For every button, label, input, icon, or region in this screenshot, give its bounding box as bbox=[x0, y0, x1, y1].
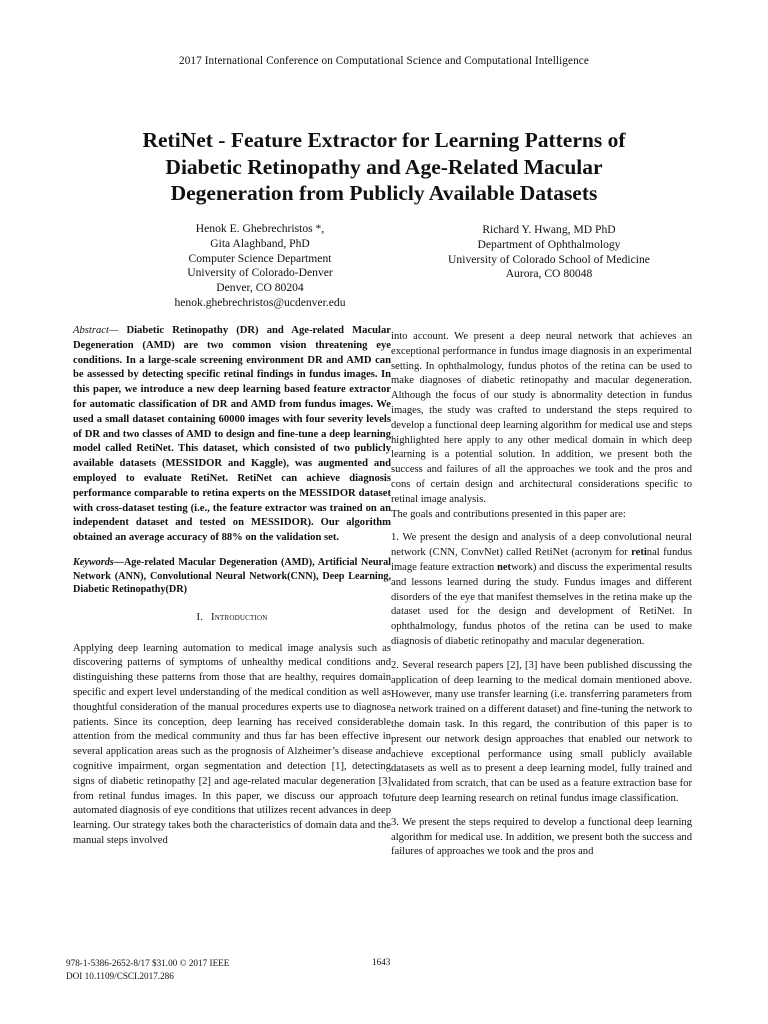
footer-doi: DOI 10.1109/CSCI.2017.286 bbox=[66, 971, 174, 981]
section-title: Introduction bbox=[211, 611, 268, 623]
keywords-lead: Keywords bbox=[73, 556, 114, 568]
contribution-1-bold-net: net bbox=[496, 561, 512, 573]
paper-title bbox=[60, 127, 708, 207]
author-department-2: Department of Ophthalmology bbox=[477, 237, 621, 251]
right-column bbox=[391, 330, 692, 860]
section-number: I. bbox=[196, 611, 204, 623]
contribution-2: 2. Several research papers [2], [3] have been published discussing the application of deep learning to the medical domain mentioned above. However, many use transfer learning (i.e. transferring parameters from a network trained on a different dataset) and fine-tuning the network to the domain task. In this regard, the contribution of this paper is to present our network design approaches that enabled our network to achieve exceptional performance using small publicly available datasets as well as to present a deep learning model, fully trained and validated from scratch, that can be used as a feature extraction base for future deep learning research on retinal fundus image classification. bbox=[391, 659, 692, 804]
right-paragraph-1: into account. We present a deep neural network that achieves an exceptional performance in fundus image diagnosis in an experimental setting. In ophthalmology, fundus photos of the retina can be used to make diagnoses of diabetic retinopathy and macular degeneration. Although the focus of our study is abnormality detection in fundus images, the study was crafted to understand the steps required to develop a functional deep learning algorithm for medical use and steps highlighted here apply to any other medical domain in which deep learning is a potential solution. In addition, we present both the success and failures of all the approaches we took and the pros and cons of certain design and architectural considerations specific to retinal image analysis. bbox=[391, 331, 692, 505]
abstract bbox=[73, 324, 391, 546]
author-location-2: Aurora, CO 80048 bbox=[505, 267, 593, 281]
author-name-2: Gita Alaghband, PhD bbox=[210, 236, 310, 250]
contribution-1-pre: 1. We present the design and analysis of a deep convolutional neural network (CNN, ConvNet) called RetiNet (acronym for bbox=[391, 532, 692, 559]
author-name-1: Henok E. Ghebrechristos *, bbox=[195, 222, 325, 235]
abstract-lead: Abstract— bbox=[73, 325, 119, 336]
title-line-2: Diabetic Retinopathy and Age-Related Macular bbox=[165, 154, 603, 179]
title-line-1: RetiNet - Feature Extractor for Learning Patterns of bbox=[142, 128, 626, 152]
author-department: Computer Science Department bbox=[188, 251, 332, 265]
goals-line: The goals and contributions presented in this paper are: bbox=[391, 508, 626, 520]
author-name-3: Richard Y. Hwang, MD PhD bbox=[482, 223, 616, 236]
contribution-1-bold-reti: reti bbox=[631, 547, 647, 559]
keywords-body: —Age-related Macular Degeneration (AMD), Artificial Neural Network (ANN), Convolutional Neural Network(CNN), Deep Learning, Diabetic Retinopathy(DR) bbox=[73, 556, 391, 596]
title-line-3: Degeneration from Publicly Available Datasets bbox=[170, 181, 598, 205]
author-university-2: University of Colorado School of Medicine bbox=[448, 252, 650, 266]
contribution-1-post: work) and discuss the experimental results and lessons learned during the study. Fundus images and different disorders of the eye that manifest themselves in the retina make up the dataset used for the design and development of RetiNet. In ophthalmology, fundus photos of the retina can be used to make diagnosis of diabetic retinopathy and macular degeneration. bbox=[391, 561, 692, 647]
conference-header: 2017 International Conference on Computational Science and Computational Intelligence bbox=[179, 55, 589, 67]
contribution-1 bbox=[391, 531, 692, 649]
keywords bbox=[73, 556, 391, 597]
author-university: University of Colorado-Denver bbox=[187, 266, 333, 280]
contribution-3: 3. We present the steps required to develop a functional deep learning algorithm for medical use. In addition, we present both the success and failures of approaches we took and the pros and bbox=[391, 816, 692, 858]
author-block-right bbox=[400, 223, 698, 282]
abstract-body: Diabetic Retinopathy (DR) and Age-related Macular Degeneration (AMD) are two common vision threatening eye conditions. In a large-scale screening environment DR and AMD can be assessed by detecting specific retinal findings in fundus images. In this paper, we introduce a new deep learning based feature extractor for automatic classification of DR and AMD from fundus images. We used a small dataset containing 60000 images with four severity levels of DR and two classes of AMD to design and fine-tune a deep learning model called RetiNet. This dataset, which consisted of two publicly available datasets (MESSIDOR and Kaggle), was augmented and employed to evaluate RetiNet. RetiNet can achieve diagnosis performance comparable to retina experts on the MESSIDOR dataset with cross-dataset testing (i.e., the feature extractor was trained on an independent dataset and tested on MESSIDOR). Our algorithm obtained an average accuracy of 88% on the validation set. bbox=[73, 325, 391, 544]
footer-isbn: 978-1-5386-2652-8/17 $31.00 © 2017 IEEE bbox=[66, 958, 230, 968]
author-email: henok.ghebrechristos@ucdenver.edu bbox=[174, 295, 346, 309]
author-block-left bbox=[120, 222, 400, 311]
author-location: Denver, CO 80204 bbox=[216, 281, 304, 295]
contribution-1-mid: nal fundus image feature extraction bbox=[391, 547, 692, 573]
section-heading-introduction bbox=[73, 611, 391, 626]
footer-publication-info bbox=[66, 957, 229, 983]
left-column bbox=[73, 324, 391, 849]
page-number: 1643 bbox=[372, 957, 391, 967]
intro-paragraph: Applying deep learning automation to medical image analysis such as discovering patterns of symptoms of unhealthy medical conditions and distinguishing these patterns from those that are healthy, requires domain specific and expert level understanding of the medical condition as well as thoughtful consideration of the manual procedures experts use to diagnose patients. Since its conception, deep learning has received considerable attention from the medical community and thus far has been effective in several application areas such as the prognosis of Alzheimer’s disease and cognitive impairment, organ segmentation and detection [1], detecting signs of diabetic retinopathy [2] and age-related macular degeneration [3] from retinal fundus images. In this paper, we discuss our approach to automated diagnosis of eye conditions that utilizes recent advances in deep learning. Our strategy takes both the characteristics of domain data and the manual steps involved bbox=[73, 642, 391, 846]
